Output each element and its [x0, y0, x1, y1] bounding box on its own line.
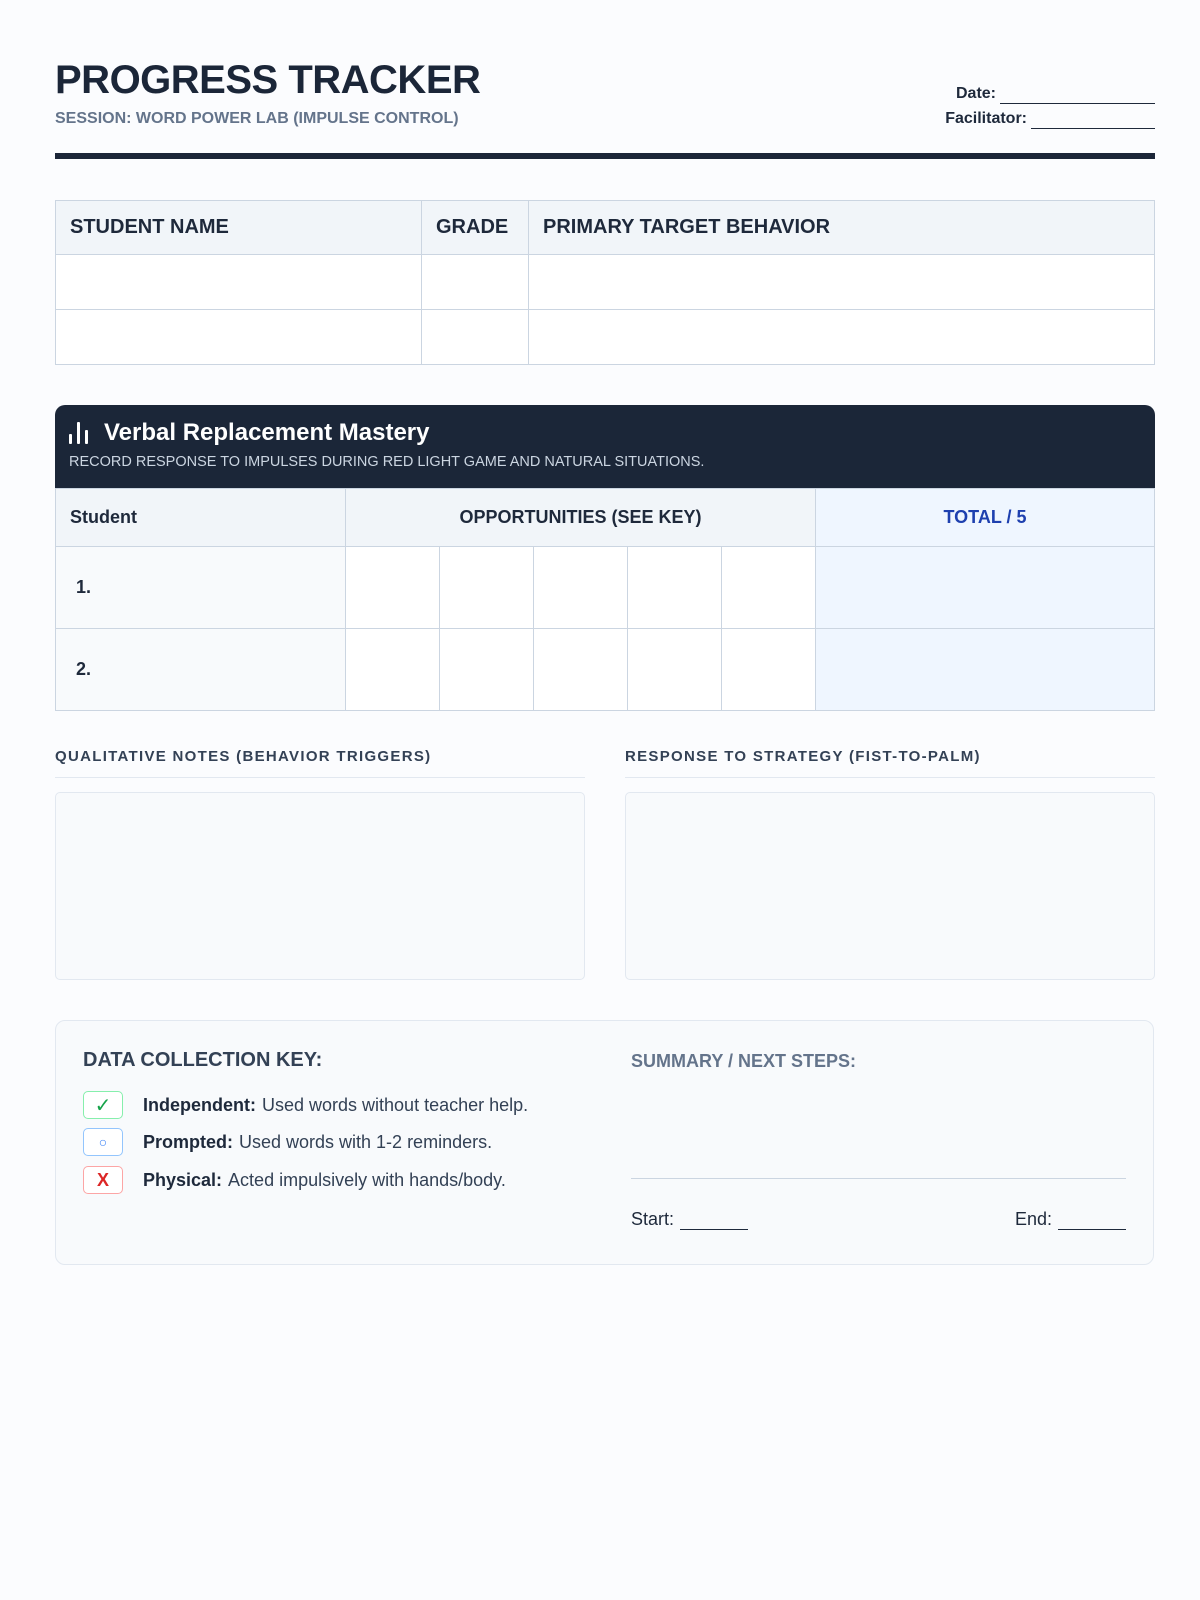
key-item-physical	[83, 1166, 506, 1194]
facilitator-field[interactable]	[1031, 114, 1155, 129]
qualitative-notes-label: QUALITATIVE NOTES (BEHAVIOR TRIGGERS)	[55, 748, 585, 778]
target-behavior-cell[interactable]	[529, 310, 1155, 365]
grade-cell[interactable]	[422, 310, 529, 365]
verbal-mastery-section	[55, 405, 1155, 711]
table-row	[56, 547, 1155, 629]
page-header	[55, 0, 1155, 160]
data-collection-key-panel	[55, 1020, 1154, 1265]
date-label: Date:	[955, 85, 996, 102]
start-time-line	[631, 1209, 748, 1230]
page-title: PROGRESS TRACKER	[55, 58, 481, 102]
opportunity-cell[interactable]	[722, 547, 816, 629]
student-name-header: STUDENT NAME	[56, 201, 422, 255]
facilitator-line	[945, 109, 1155, 134]
total-cell[interactable]	[816, 629, 1155, 711]
table-row	[56, 629, 1155, 711]
progress-tracker-page	[55, 0, 1155, 1229]
summary-writing-line[interactable]	[631, 1178, 1126, 1179]
check-icon: ✓	[83, 1091, 123, 1119]
key-description: Acted impulsively with hands/body.	[228, 1169, 506, 1190]
opportunities-column-header: OPPORTUNITIES (SEE KEY)	[346, 489, 816, 547]
mastery-subtitle: RECORD RESPONSE TO IMPULSES DURING RED LIGHT GAME AND NATURAL SITUATIONS.	[69, 454, 705, 470]
strategy-response-section	[625, 748, 1155, 980]
opportunity-cell[interactable]	[346, 629, 440, 711]
opportunity-cell[interactable]	[534, 547, 628, 629]
key-item-independent	[83, 1091, 528, 1119]
qualitative-notes-box[interactable]	[55, 792, 585, 980]
strategy-response-box[interactable]	[625, 792, 1155, 980]
key-term: Physical:	[143, 1169, 223, 1190]
student-info-header-row	[56, 201, 1155, 255]
header-divider	[55, 153, 1155, 159]
opportunity-cell[interactable]	[440, 547, 534, 629]
mastery-table	[55, 488, 1155, 711]
opportunity-cell[interactable]	[628, 547, 722, 629]
opportunity-cell[interactable]	[628, 629, 722, 711]
circle-icon: ○	[83, 1128, 123, 1156]
session-subtitle: SESSION: WORD POWER LAB (IMPULSE CONTROL)	[55, 110, 459, 127]
key-item-prompted	[83, 1128, 492, 1156]
start-label: Start:	[631, 1209, 675, 1229]
row-number: 1.	[56, 547, 346, 629]
target-behavior-header: PRIMARY TARGET BEHAVIOR	[529, 201, 1155, 255]
opportunity-cell[interactable]	[722, 629, 816, 711]
row-number: 2.	[56, 629, 346, 711]
end-time-line	[1015, 1209, 1126, 1230]
student-name-cell[interactable]	[56, 310, 422, 365]
strategy-response-label: RESPONSE TO STRATEGY (FIST-TO-PALM)	[625, 748, 1155, 778]
table-row	[56, 310, 1155, 365]
bar-chart-icon	[69, 422, 88, 444]
key-title: DATA COLLECTION KEY:	[83, 1049, 323, 1071]
summary-title: SUMMARY / NEXT STEPS:	[631, 1051, 857, 1071]
opportunity-cell[interactable]	[346, 547, 440, 629]
date-field[interactable]	[1000, 89, 1155, 104]
opportunity-cell[interactable]	[440, 629, 534, 711]
end-field[interactable]	[1058, 1215, 1126, 1230]
opportunity-cell[interactable]	[534, 629, 628, 711]
target-behavior-cell[interactable]	[529, 255, 1155, 310]
grade-header: GRADE	[422, 201, 529, 255]
student-column-header: Student	[56, 489, 346, 547]
table-row	[56, 255, 1155, 310]
start-field[interactable]	[680, 1215, 748, 1230]
key-term: Independent:	[143, 1094, 256, 1115]
total-cell[interactable]	[816, 547, 1155, 629]
key-term: Prompted:	[143, 1131, 233, 1152]
header-meta	[945, 84, 1155, 134]
mastery-header-row	[56, 489, 1155, 547]
key-description: Used words with 1-2 reminders.	[239, 1131, 493, 1152]
mastery-header	[55, 405, 1155, 488]
key-description: Used words without teacher help.	[262, 1094, 529, 1115]
student-name-cell[interactable]	[56, 255, 422, 310]
qualitative-notes-section	[55, 748, 585, 980]
x-mark-icon: X	[83, 1166, 123, 1194]
facilitator-label: Facilitator:	[945, 110, 1027, 127]
student-info-table	[55, 200, 1155, 365]
end-label: End:	[1014, 1209, 1052, 1229]
mastery-title: Verbal Replacement Mastery	[104, 419, 430, 446]
grade-cell[interactable]	[422, 255, 529, 310]
total-column-header: TOTAL / 5	[816, 489, 1155, 547]
date-line	[945, 84, 1155, 109]
